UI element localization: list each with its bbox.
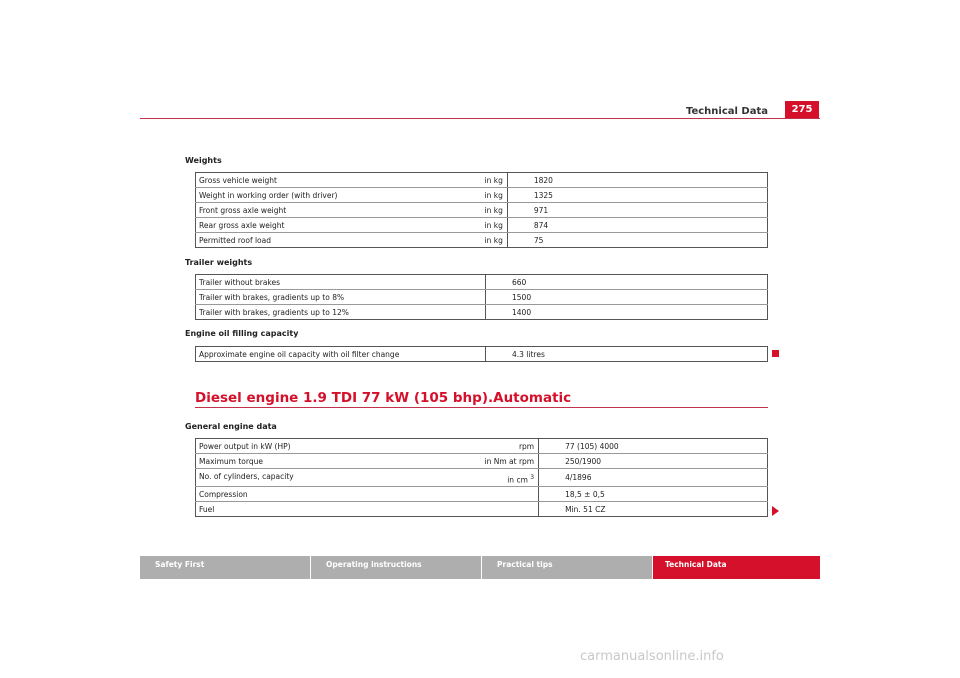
table-row (196, 454, 768, 469)
table-row (196, 275, 768, 290)
oil-section-label: Engine oil filling capacity (185, 329, 299, 338)
tab-safety-first[interactable]: Safety First (140, 556, 310, 579)
table-row (196, 173, 768, 188)
table-row (196, 305, 768, 320)
row-unit: in kg (482, 203, 508, 218)
row-value: 18,5 ± 0,5 (539, 487, 768, 502)
table-row (196, 218, 768, 233)
unit-text: in cm (507, 475, 528, 484)
oil-table (195, 346, 768, 362)
row-label: Gross vehicle weight (196, 173, 482, 188)
table-row (196, 290, 768, 305)
row-label: No. of cylinders, capacity (196, 469, 482, 487)
row-value: 4.3 litres (486, 347, 768, 362)
row-unit: rpm (482, 439, 539, 454)
row-unit (482, 487, 539, 502)
row-label: Power output in kW (HP) (196, 439, 482, 454)
row-unit: in kg (482, 218, 508, 233)
section-end-marker (772, 350, 779, 357)
row-label: Trailer without brakes (196, 275, 486, 290)
row-label: Fuel (199, 504, 215, 514)
table-row (196, 469, 768, 487)
tab-practical-tips[interactable]: Practical tips (482, 556, 652, 579)
table-row (196, 233, 768, 248)
table-row (196, 502, 768, 517)
row-label: Rear gross axle weight (196, 218, 482, 233)
row-value: 874 (507, 218, 767, 233)
row-label: Permitted roof load (199, 235, 272, 245)
trailer-section-label: Trailer weights (185, 258, 253, 267)
tab-operating-instructions[interactable]: Operating instructions (311, 556, 481, 579)
weights-section-label: Weights (185, 156, 222, 165)
row-unit: in kg (484, 235, 503, 245)
row-label: Weight in working order (with driver) (196, 188, 482, 203)
row-label: Approximate engine oil capacity with oil filter change (199, 349, 400, 359)
row-unit (482, 502, 539, 517)
row-value: 250/1900 (539, 454, 768, 469)
row-unit (482, 469, 539, 487)
row-unit: in Nm at rpm (482, 454, 539, 469)
row-unit: in kg (482, 188, 508, 203)
row-value: 1820 (507, 173, 767, 188)
row-label: Maximum torque (196, 454, 482, 469)
weights-table (195, 172, 768, 248)
row-label: Trailer with brakes, gradients up to 12% (199, 307, 349, 317)
header-divider (140, 118, 820, 119)
row-value: 1400 (486, 305, 768, 320)
table-row (196, 347, 768, 362)
page-number-badge: 275 (785, 101, 819, 118)
row-label: Trailer with brakes, gradients up to 8% (196, 290, 486, 305)
table-row (196, 188, 768, 203)
row-label: Compression (196, 487, 482, 502)
table-row (196, 439, 768, 454)
row-value: 4/1896 (539, 469, 768, 487)
row-value: 1325 (507, 188, 767, 203)
next-page-arrow-icon[interactable] (772, 506, 779, 516)
engine-data-table (195, 438, 768, 517)
tab-technical-data[interactable]: Technical Data (653, 556, 820, 579)
engine-heading: Diesel engine 1.9 TDI 77 kW (105 bhp).Automatic (195, 390, 572, 406)
page-header-title: Technical Data (685, 106, 768, 117)
row-unit: in kg (482, 173, 508, 188)
engine-data-section-label: General engine data (185, 422, 277, 431)
engine-heading-rule (195, 407, 768, 408)
row-value: 75 (507, 233, 767, 248)
row-value: 1500 (486, 290, 768, 305)
row-label: Front gross axle weight (196, 203, 482, 218)
row-value: 660 (486, 275, 768, 290)
unit-superscript: 3 (530, 473, 535, 481)
table-row (196, 487, 768, 502)
footer-nav (140, 556, 820, 579)
row-value: 77 (105) 4000 (539, 439, 768, 454)
table-row (196, 203, 768, 218)
watermark: carmanualsonline.info (580, 649, 724, 664)
row-value: 971 (507, 203, 767, 218)
trailer-table (195, 274, 768, 320)
row-value: Min. 51 CZ (539, 502, 768, 517)
